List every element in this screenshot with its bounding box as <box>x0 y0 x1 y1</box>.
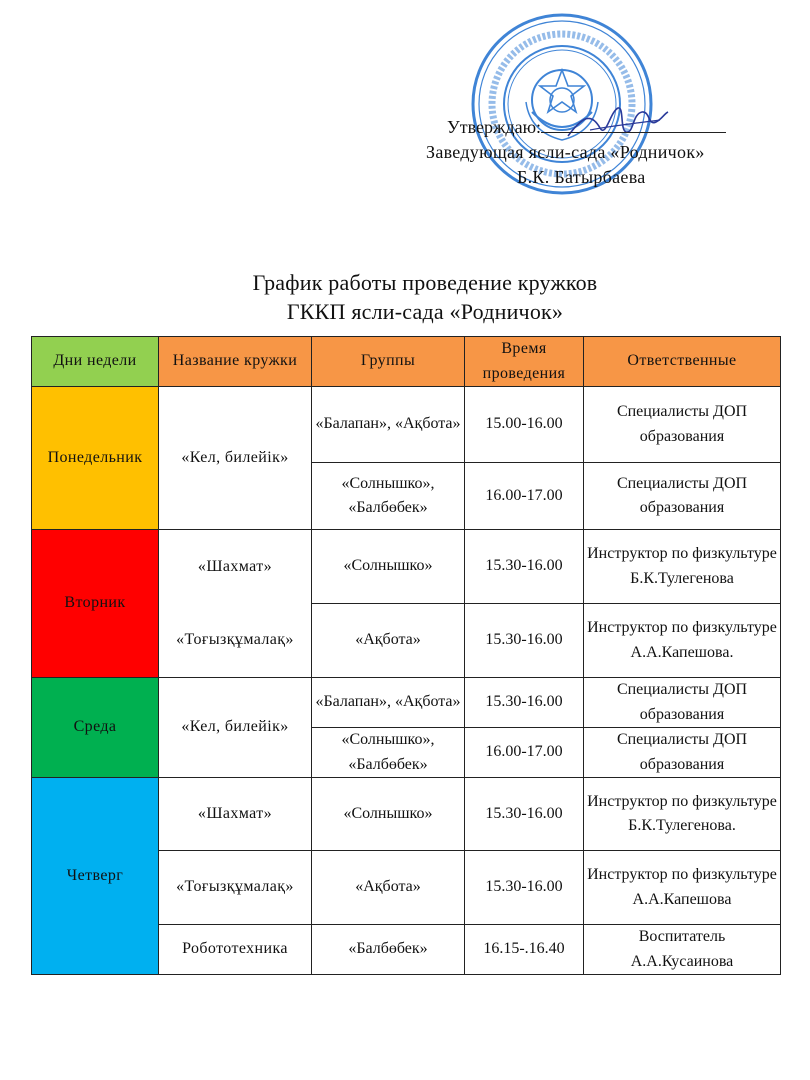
club-cell: «Кел, билейік» <box>159 387 312 530</box>
signature-line <box>541 115 726 133</box>
club-cell: Робототехника <box>159 925 312 975</box>
responsible-cell: Инструктор по физкультуре Б.К.Тулегенова. <box>584 778 781 851</box>
club-togyzkumalak: «Тоғызқұмалақ» <box>176 631 294 648</box>
time-cell: 15.30-16.00 <box>465 851 584 925</box>
club-cell <box>159 530 312 678</box>
group-cell: «Солнышко» <box>312 778 465 851</box>
approval-position: Заведующая ясли-сада «Родничок» <box>426 142 705 162</box>
club-cell: «Кел, билейік» <box>159 678 312 778</box>
responsible-cell: Воспитатель А.А.Кусаинова <box>584 925 781 975</box>
header-days: Дни недели <box>32 337 159 387</box>
responsible-cell: Специалисты ДОП образования <box>584 728 781 778</box>
responsible-cell: Инструктор по физкультуре А.А.Капешова <box>584 851 781 925</box>
table-row <box>32 678 781 728</box>
time-cell: 16.00-17.00 <box>465 728 584 778</box>
header-time: Время проведения <box>465 337 584 387</box>
responsible-cell: Инструктор по физкультуре Б.К.Тулегенова <box>584 530 781 604</box>
club-cell: «Шахмат» <box>159 778 312 851</box>
group-cell: «Солнышко», «Балбөбек» <box>312 463 465 530</box>
group-cell: «Солнышко» <box>312 530 465 604</box>
header-club: Название кружки <box>159 337 312 387</box>
day-wednesday: Среда <box>32 678 159 778</box>
responsible-cell: Специалисты ДОП образования <box>584 387 781 463</box>
header-responsible: Ответственные <box>584 337 781 387</box>
responsible-cell: Инструктор по физкультуре А.А.Капешова. <box>584 604 781 678</box>
table-row <box>32 530 781 604</box>
table-row <box>32 778 781 851</box>
day-tuesday: Вторник <box>32 530 159 678</box>
club-cell: «Тоғызқұмалақ» <box>159 851 312 925</box>
approval-name: Б.К. Батырбаева <box>517 167 646 187</box>
approval-label: Утверждаю: <box>447 117 542 137</box>
time-cell: 15.30-16.00 <box>465 530 584 604</box>
time-cell: 16.15-.16.40 <box>465 925 584 975</box>
document-subtitle: ГККП ясли-сада «Родничок» <box>286 299 564 324</box>
document-title: График работы проведение кружков <box>252 270 598 295</box>
responsible-cell: Специалисты ДОП образования <box>584 463 781 530</box>
table-header-row <box>32 337 781 387</box>
group-cell: «Балбөбек» <box>312 925 465 975</box>
day-monday: Понедельник <box>32 387 159 530</box>
time-cell: 15.30-16.00 <box>465 678 584 728</box>
time-cell: 16.00-17.00 <box>465 463 584 530</box>
group-cell: «Ақбота» <box>312 604 465 678</box>
group-cell: «Балапан», «Ақбота» <box>312 678 465 728</box>
group-cell: «Ақбота» <box>312 851 465 925</box>
time-cell: 15.00-16.00 <box>465 387 584 463</box>
approval-block <box>420 115 780 190</box>
schedule-table <box>31 336 781 975</box>
table-row <box>32 387 781 463</box>
responsible-cell: Специалисты ДОП образования <box>584 678 781 728</box>
day-thursday: Четверг <box>32 778 159 975</box>
header-groups: Группы <box>312 337 465 387</box>
time-cell: 15.30-16.00 <box>465 778 584 851</box>
club-chess: «Шахмат» <box>197 558 273 575</box>
time-cell: 15.30-16.00 <box>465 604 584 678</box>
group-cell: «Солнышко», «Балбөбек» <box>312 728 465 778</box>
group-cell: «Балапан», «Ақбота» <box>312 387 465 463</box>
